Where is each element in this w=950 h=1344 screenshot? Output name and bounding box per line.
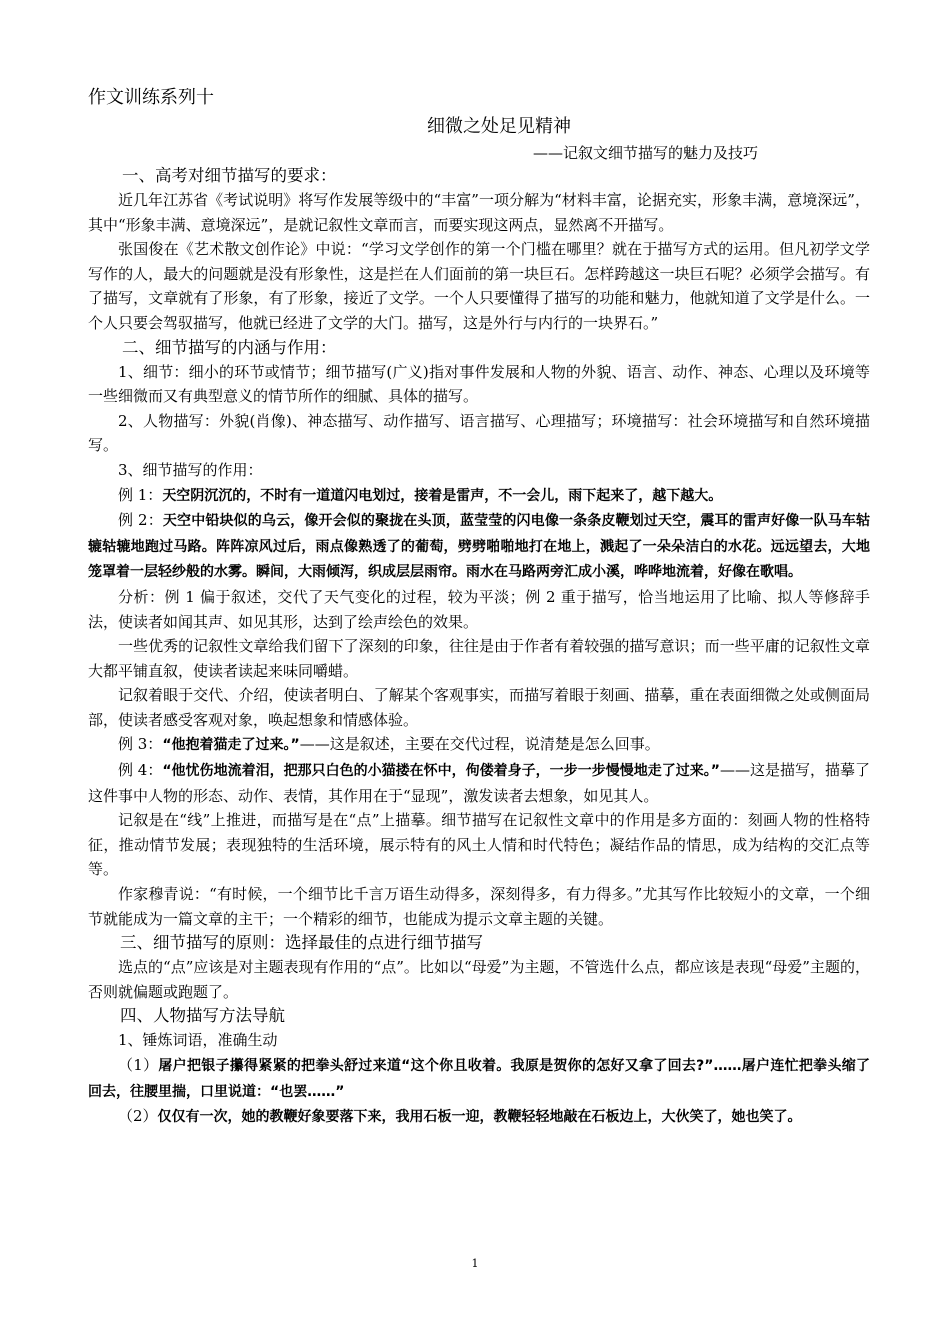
example-1 <box>88 483 870 509</box>
paragraph: 1、锤炼词语，准确生动 <box>118 1031 278 1050</box>
quote-2 <box>88 1104 870 1130</box>
quote-label: （1） <box>118 1056 159 1074</box>
example-3 <box>88 732 870 758</box>
section-4-heading: 四、人物描写方法导航 <box>120 1006 285 1026</box>
article-title: 细微之处足见精神 <box>427 116 571 137</box>
paragraph: 记叙着眼于交代、介绍，使读者明白、了解某个客观事实，而描写着眼于刻画、描摹，重在表面细微之处或侧面局部，使读者感受客观对象，唤起想象和情感体验。 <box>88 686 870 729</box>
paragraph: 作家穆青说：“有时候，一个细节比千言万语生动得多，深刻得多，有力得多。”尤其写作比较短小的文章，一个细节就能成为一篇文章的主干；一个精彩的细节，也能成为提示文章主题的关键。 <box>88 885 870 928</box>
article-subtitle: ——记叙文细节描写的魅力及技巧 <box>532 144 758 162</box>
paragraph: 近几年江苏省《考试说明》将写作发展等级中的“丰富”一项分解为“材料丰富，论据充实，形象丰满，意境深远”，其中“形象丰满、意境深远”，是就记叙性文章而言，而要实现这两点，显然离不开描写。 <box>88 191 870 234</box>
paragraph: 3、细节描写的作用： <box>118 460 263 479</box>
paragraph: 选点的“点”应该是对主题表现有作用的“点”。比如以“母爱”为主题，不管选什么点，都应该是表现“母爱”主题的，否则就偏题或跑题了。 <box>88 958 870 1001</box>
example-comment: ——这是描写，描摹了这件事中人物的形态、动作、表情，其作用在于“显现”，激发读者去想象，如见其人。 <box>88 761 870 805</box>
paragraph: 2、人物描写：外貌(肖像)、神态描写、动作描写、语言描写、心理描写；环境描写：社会环境描写和自然环境描写。 <box>88 411 870 455</box>
series-title: 作文训练系列十 <box>88 87 214 108</box>
paragraph: 张国俊在《艺术散文创作论》中说：“学习文学创作的第一个门槛在哪里？就在于描写方式的运用。但凡初学文学写作的人，最大的问题就是没有形象性，这是拦在人们面前的第一块巨石。怎样跨越这一块巨石呢？必须学会描写。有了描写，文章就有了形象，有了形象，接近了文学。一个人只要懂得了描写的功能和魅力，他就知道了文学是什么。一个人只要会驾驭描写，他就已经进了文学的大门。描写，这是外行与内行的一块界石。” <box>88 240 870 332</box>
example-label: 例 4： <box>118 761 163 780</box>
page-number: 1 <box>471 1257 479 1270</box>
example-2 <box>88 508 870 585</box>
example-text: “他忧伤地流着泪，把那只白色的小猫搂在怀中，佝偻着身子，一步一步慢慢地走了过来。” <box>162 763 720 780</box>
example-text: 天空中铅块似的乌云，像开会似的聚拢在头顶，蓝莹莹的闪电像一条条皮鞭划过天空，震耳的雷声好像一队马车轱辘轱辘地跑过马路。阵阵凉风过后，雨点像熟透了的葡萄，劈劈啪啪地打在地上，溅起了一朵朵洁白的水花。远远望去，大地笼罩着一层轻纱般的水雾。瞬间，大雨倾泻，织成层层雨帘。雨水在马路两旁汇成小溪，哗哗地流着，好像在歌唱。 <box>88 513 871 581</box>
example-comment: ——这是叙述，主要在交代过程，说清楚是怎么回事。 <box>299 735 660 754</box>
example-label: 例 1： <box>118 485 163 504</box>
paragraph: 一些优秀的记叙性文章给我们留下了深刻的印象，往往是由于作者有着较强的描写意识；而一些平庸的记叙性文章大都平铺直叙，使读者读起来味同嚼蜡。 <box>88 637 870 680</box>
paragraph: 1、细节：细小的环节或情节；细节描写(广义)指对事件发展和人物的外貌、语言、动作、神态、心理以及环境等一些细微而又有典型意义的情节所作的细腻、具体的描写。 <box>88 362 870 406</box>
paragraph: 分析：例 1 偏于叙述，交代了天气变化的过程，较为平淡；例 2 重于描写，恰当地运用了比喻、拟人等修辞手法，使读者如闻其声、如见其形，达到了绘声绘色的效果。 <box>88 587 870 631</box>
quote-text: 屠户把银子攥得紧紧的把拳头舒过来道“这个你且收着。我原是贺你的怎好又拿了回去?”……屠户连忙把拳头缩了回去，往腰里揣，口里说道：“也罢……” <box>88 1058 870 1100</box>
section-2-heading: 二、细节描写的内涵与作用： <box>122 337 337 357</box>
section-3-heading: 三、细节描写的原则：选择最佳的点进行细节描写 <box>120 933 483 953</box>
example-4 <box>88 758 870 808</box>
example-label: 例 2： <box>118 511 163 530</box>
quote-1 <box>88 1053 870 1104</box>
quote-text: 仅仅有一次，她的教鞭好象要落下来，我用石板一迎，教鞭轻轻地敲在石板边上，大伙笑了，她也笑了。 <box>157 1109 802 1126</box>
quote-label: （2） <box>118 1107 158 1126</box>
paragraph: 记叙是在“线”上推进，而描写是在“点”上描摹。细节描写在记叙性文章中的作用是多方面的：刻画人物的性格特征，推动情节发展；表现独特的生活环境，展示特有的风土人情和时代特色；凝结作品的情思，成为结构的交汇点等等。 <box>88 811 870 879</box>
example-text: 天空阴沉沉的，不时有一道道闪电划过，接着是雷声，不一会儿，雨下起来了，越下越大。 <box>162 487 723 504</box>
example-label: 例 3： <box>118 735 163 754</box>
document-page <box>88 84 870 1130</box>
example-text: “他抱着猫走了过来。” <box>162 737 300 754</box>
section-1-heading: 一、高考对细节描写的要求： <box>122 166 337 185</box>
